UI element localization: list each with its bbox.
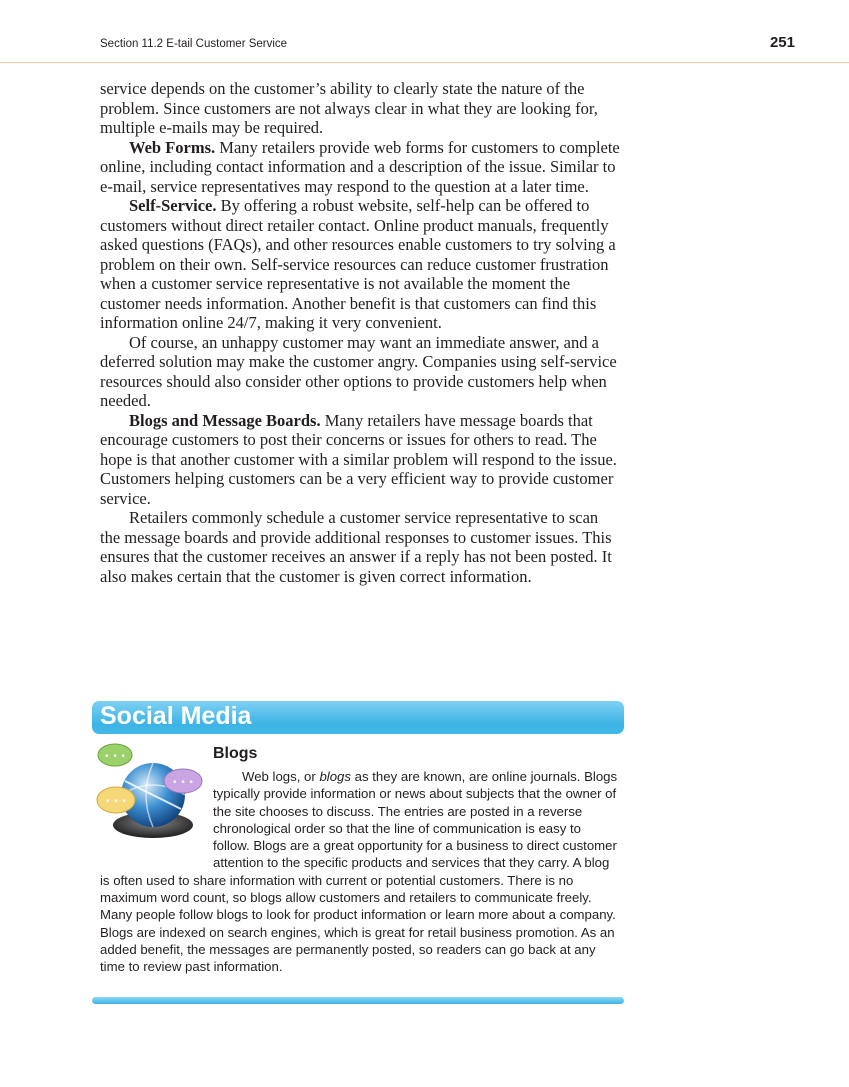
- blogs-paragraph: [100, 768, 620, 976]
- run-in-heading: Web Forms.: [129, 137, 216, 157]
- social-media-bottom-rule: [92, 997, 624, 1004]
- svg-text:• • •: • • •: [172, 778, 194, 788]
- blogs-heading: Blogs: [213, 745, 258, 762]
- page-header: [0, 0, 849, 63]
- icon-wrap-spacer: [100, 768, 213, 855]
- paragraph-text: Many retailers have message boards that encourage customers to post their concerns or issues for others to read. The hope is that another customer with a similar problem will respond to the issue. Customers helping customers can be a very efficient way to provide customer service.: [100, 410, 617, 508]
- paragraph-web-forms: [100, 138, 620, 197]
- run-in-heading: Self-Service.: [129, 196, 217, 215]
- run-in-heading: Blogs and Message Boards.: [129, 410, 321, 430]
- paragraph: service depends on the customer’s ability to clearly state the nature of the problem. Since customers are not always clear in what they are looking for, multiple e-mails may be required.: [100, 79, 598, 137]
- paragraph-self-service: [100, 196, 620, 333]
- section-label: Section 11.2 E-tail Customer Service: [100, 38, 288, 50]
- paragraph: Retailers commonly schedule a customer service representative to scan the message boards and provide additional responses to customer issues. This ensures that the customer receives an answer if a reply has not been posted. It also makes certain that the customer is given correct information.: [100, 508, 612, 586]
- paragraph-text: By offering a robust website, self-help can be offered to customers without direct retailer contact. Online product manuals, frequently asked questions (FAQs), and other resources enable customers to try solving a problem on their own. Self-service resources can reduce customer frustration when a customer service representative is not available the moment the customer needs information. Another benefit is that customers can find this information online 24/7, making it very convenient.: [100, 196, 616, 332]
- blog-text-1: Web logs, or: [242, 769, 320, 784]
- social-media-title: Social Media: [100, 702, 252, 730]
- paragraph-blogs-message-boards: [100, 411, 620, 509]
- paragraph-text: Many retailers provide web forms for customers to complete online, including contact information and a description of the issue. Similar to e-mail, service representatives may respond to the question at a later time.: [100, 137, 620, 196]
- page-number: 251: [769, 34, 795, 51]
- paragraph: Of course, an unhappy customer may want an immediate answer, and a deferred solution may make the customer angry. Companies using self-service resources should also consider other options to provide customers help when needed.: [100, 332, 617, 410]
- social-media-banner: [92, 701, 624, 734]
- blog-text-2: as they are known, are online journals. Blogs typically provide information or news about subjects that the owner of the site chooses to discuss. The entries are posted in a reverse chronological order so that the line of communication is easy to follow. Blogs are a great opportunity for a business to direct customer attention to the specific products and services that they carry. A blog is often used to share information with current or potential customers. There is no maximum word count, so blogs allow customers and retailers to communicate freely. Many people follow blogs to look for product information or learn more about a company. Blogs are indexed on search engines, which is great for retail business promotion. As an added benefit, the messages are permanently posted, so readers can go back at any time to review past information.: [100, 769, 618, 975]
- svg-text:• • •: • • •: [104, 752, 126, 762]
- chat-bubble-green: [98, 744, 132, 766]
- blog-term: blogs: [319, 769, 351, 784]
- svg-text:• • •: • • •: [105, 797, 127, 807]
- body-text: [100, 79, 620, 586]
